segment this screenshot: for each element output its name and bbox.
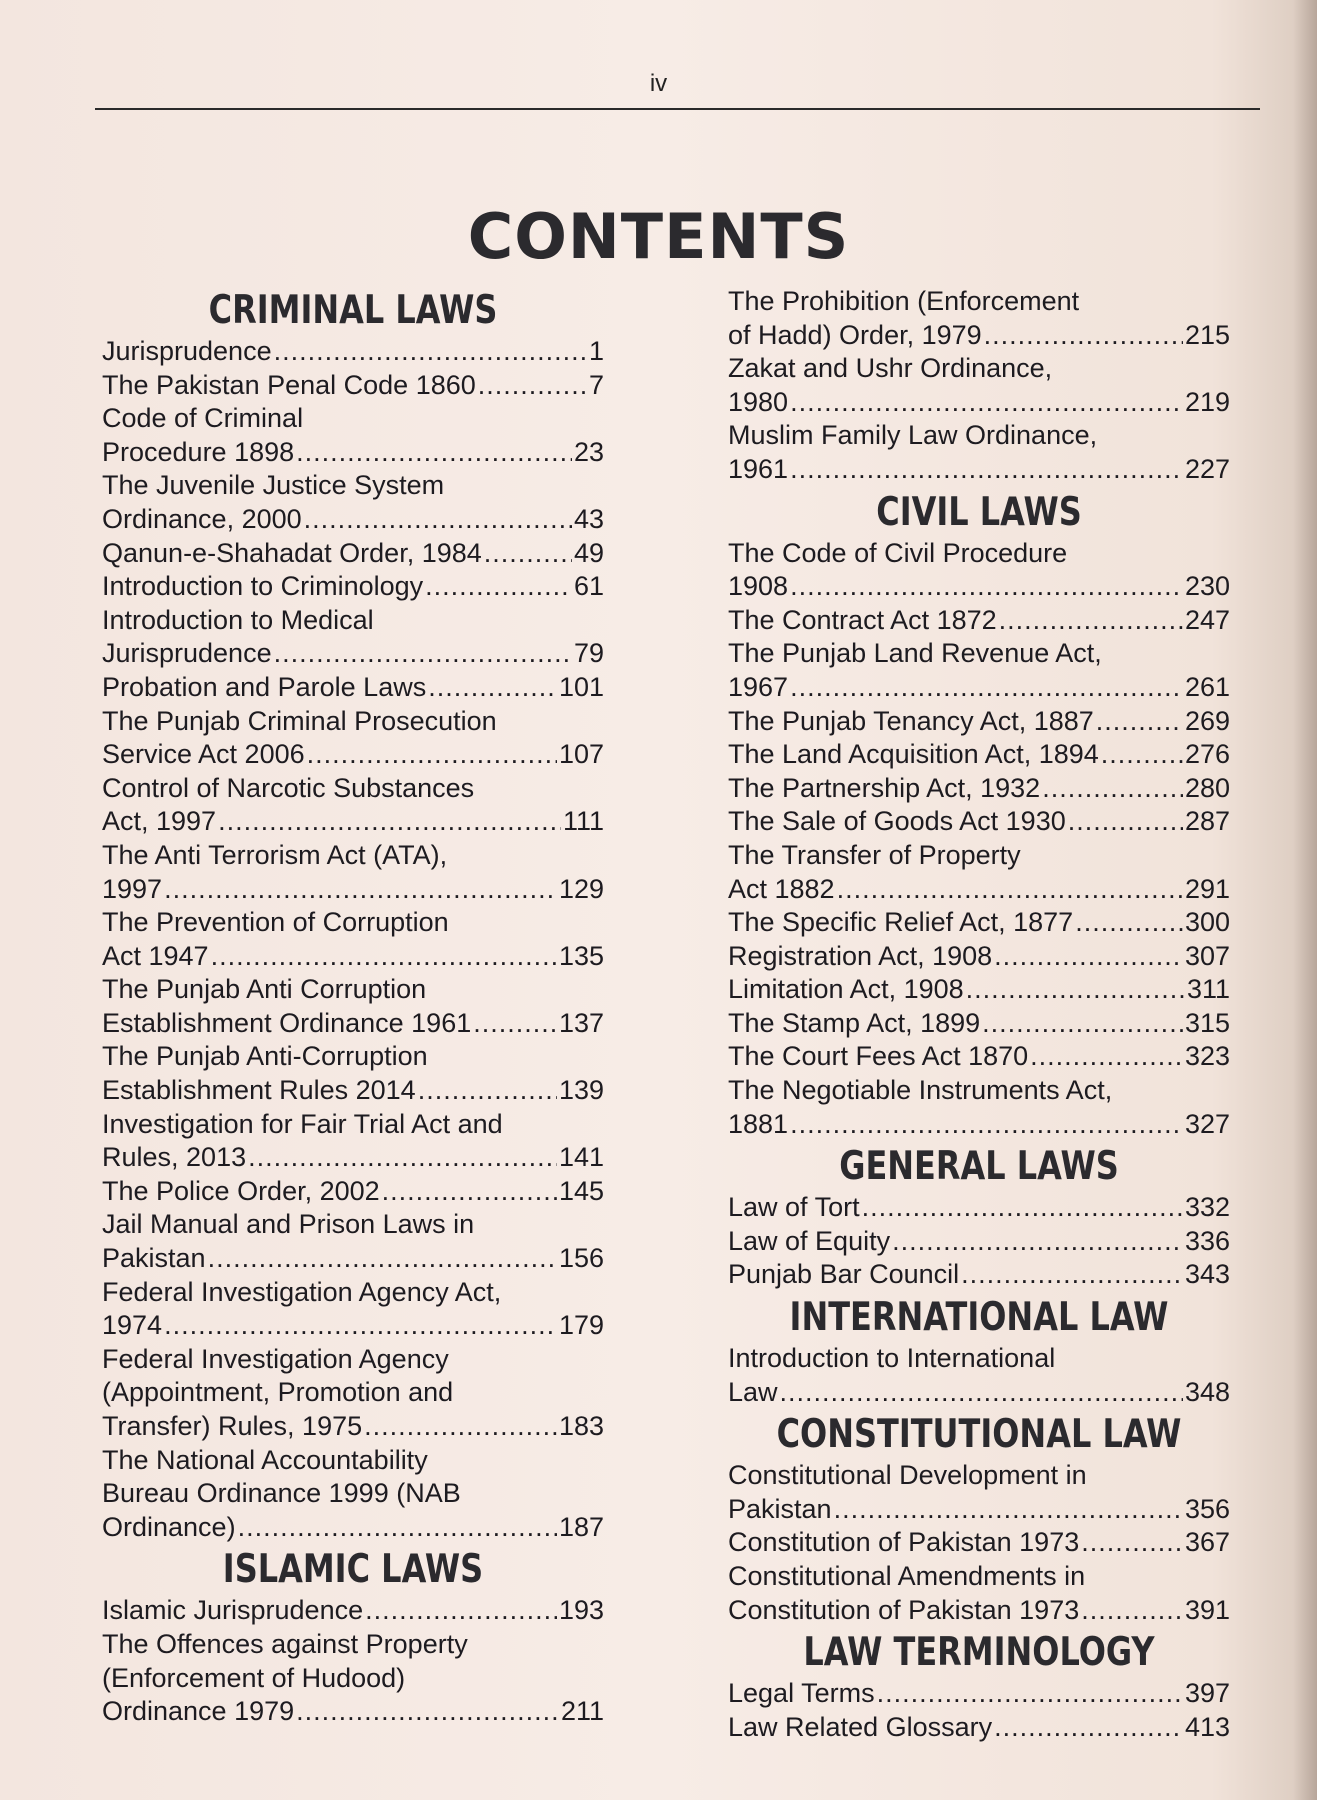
- dot-leader: [999, 604, 1183, 638]
- toc-entry-title-line: 1974: [102, 1310, 163, 1341]
- page-ref: 193: [558, 1595, 604, 1626]
- toc-entry: [102, 1276, 604, 1343]
- page-ref: 332: [1184, 1192, 1230, 1223]
- toc-entry-title-line: The Punjab Land Revenue Act,: [728, 638, 1102, 669]
- toc-entry-title-line: Zakat and Ushr Ordinance,: [728, 353, 1053, 384]
- toc-entry: [728, 285, 1230, 352]
- toc-entry-title-line: Act 1882: [728, 873, 835, 904]
- dot-leader: [1068, 805, 1183, 839]
- toc-entry-last-line: [102, 738, 604, 772]
- dot-leader: [478, 369, 587, 403]
- page-ref: 276: [1184, 739, 1230, 770]
- toc-entry: [728, 1342, 1230, 1409]
- page-ref: 145: [558, 1175, 604, 1206]
- dot-leader: [1101, 738, 1183, 772]
- page-ref: 23: [573, 436, 604, 467]
- page-ref: 49: [573, 537, 604, 568]
- page-ref: 141: [558, 1142, 604, 1173]
- toc-entry-title-line: The Juvenile Justice System: [102, 470, 445, 501]
- page-ref: 101: [558, 671, 604, 702]
- toc-entry-title-line: 1881: [728, 1108, 789, 1139]
- toc-entry-last-line: [728, 805, 1230, 839]
- toc-entry-title-line: The Stamp Act, 1899: [728, 1007, 981, 1038]
- toc-entry: [728, 419, 1230, 486]
- toc-entry: [102, 839, 604, 906]
- page-ref: 79: [573, 638, 604, 669]
- toc-entry-title-line: Ordinance): [102, 1511, 236, 1542]
- page-ref: 315: [1184, 1007, 1230, 1038]
- dot-leader: [892, 1225, 1183, 1259]
- toc-entry-title-line: The Punjab Criminal Prosecution: [102, 705, 497, 736]
- dot-leader: [164, 873, 557, 907]
- page-ref: 397: [1184, 1678, 1230, 1709]
- dot-leader: [382, 1175, 557, 1209]
- page-ref: 219: [1184, 386, 1230, 417]
- toc-entry: [102, 604, 604, 671]
- toc-entry-title-line: The Transfer of Property: [728, 839, 1021, 870]
- toc-entry-title-line: The Code of Civil Procedure: [728, 537, 1068, 568]
- toc-entry-title-line: Jurisprudence: [102, 336, 272, 366]
- contents-right-column: [728, 285, 1230, 1744]
- page-ref: 1: [588, 336, 604, 366]
- toc-entry-last-line: [102, 1695, 604, 1729]
- toc-entry-last-line: [728, 671, 1230, 705]
- toc-entry: [102, 537, 604, 571]
- toc-entry: [728, 738, 1230, 772]
- page-ref: 187: [558, 1511, 604, 1542]
- toc-entry: [102, 469, 604, 536]
- toc-entry-title-line: Registration Act, 1908: [728, 940, 993, 971]
- toc-entry-last-line: [728, 738, 1230, 772]
- dot-leader: [473, 1007, 557, 1041]
- page-ref: 129: [558, 873, 604, 904]
- page-ref: 391: [1184, 1594, 1230, 1625]
- page-ref: 61: [573, 571, 604, 602]
- toc-entry-title-line: Introduction to Criminology: [102, 571, 424, 602]
- toc-entry: [102, 1175, 604, 1209]
- toc-entry-title-line: Law of Equity: [728, 1225, 891, 1256]
- toc-entry-last-line: [102, 1594, 604, 1628]
- toc-entry: [102, 1108, 604, 1175]
- toc-entry-last-line: [728, 453, 1230, 487]
- page-ref: 287: [1184, 806, 1230, 837]
- toc-entry-last-line: [102, 1511, 604, 1545]
- toc-entry-title-line: The Punjab Tenancy Act, 1887: [728, 705, 1094, 736]
- toc-entry: [728, 1040, 1230, 1074]
- toc-entry-last-line: [102, 873, 604, 907]
- dot-leader: [365, 1594, 557, 1628]
- toc-entry: [102, 1208, 604, 1275]
- page-ref: 367: [1184, 1527, 1230, 1558]
- section-heading: GENERAL LAWS: [839, 1144, 1119, 1190]
- toc-entry: [728, 705, 1230, 739]
- page-ref: 323: [1184, 1041, 1230, 1072]
- page-ref: 7: [588, 369, 604, 400]
- dot-leader: [1096, 705, 1183, 739]
- dot-leader: [248, 1141, 557, 1175]
- toc-entry-last-line: [728, 1526, 1230, 1560]
- toc-entry: [102, 973, 604, 1040]
- dot-leader: [780, 1376, 1183, 1410]
- page-ref: 139: [558, 1075, 604, 1106]
- toc-entry-title-line: Federal Investigation Agency: [102, 1343, 449, 1374]
- toc-entry: [102, 570, 604, 604]
- toc-entry-last-line: [728, 319, 1230, 353]
- toc-entry: [102, 1040, 604, 1107]
- page-ref: 183: [558, 1411, 604, 1441]
- toc-entry-title-line: of Hadd) Order, 1979: [728, 319, 982, 350]
- toc-entry-last-line: [102, 1141, 604, 1175]
- toc-entry: [728, 805, 1230, 839]
- dot-leader: [274, 335, 587, 369]
- toc-entry: [728, 906, 1230, 940]
- toc-entry-title-line: Jurisprudence: [102, 638, 272, 669]
- toc-entry: [728, 772, 1230, 806]
- dot-leader: [1042, 772, 1183, 806]
- toc-entry: [728, 1225, 1230, 1259]
- toc-entry: [102, 369, 604, 403]
- dot-leader: [862, 1191, 1183, 1225]
- toc-entry: [102, 671, 604, 705]
- page-ref: 211: [560, 1696, 604, 1727]
- toc-entry: [728, 604, 1230, 638]
- dot-leader: [982, 1007, 1183, 1041]
- toc-entry-last-line: [728, 1594, 1230, 1628]
- toc-entry-title-line: Federal Investigation Agency Act,: [102, 1276, 502, 1307]
- page-ref: 227: [1184, 453, 1230, 484]
- toc-entry-title-line: 1908: [728, 571, 789, 602]
- dot-leader: [790, 1108, 1183, 1142]
- dot-leader: [164, 1309, 557, 1343]
- toc-entry-title-line: Establishment Ordinance 1961: [102, 1007, 472, 1038]
- toc-entry-title-line: The Court Fees Act 1870: [728, 1041, 1029, 1072]
- page-ref: 291: [1184, 873, 1230, 904]
- toc-entry-title-line: Code of Criminal: [102, 403, 304, 434]
- toc-entry: [728, 1526, 1230, 1560]
- dot-leader: [428, 671, 557, 705]
- toc-entry: [102, 1444, 604, 1545]
- toc-entry-title-line: Pakistan: [102, 1243, 206, 1274]
- toc-entry-last-line: [102, 503, 604, 537]
- toc-entry-title-line: Law: [728, 1376, 778, 1407]
- dot-leader: [790, 453, 1183, 487]
- page-ref: 135: [558, 940, 604, 971]
- toc-entry: [102, 1628, 604, 1729]
- toc-entry-last-line: [102, 1007, 604, 1041]
- contents-left-column: [102, 285, 604, 1729]
- dot-leader: [211, 940, 557, 974]
- toc-entry-last-line: [728, 1493, 1230, 1527]
- toc-entry-last-line: [728, 973, 1230, 1007]
- toc-entry: [102, 705, 604, 772]
- page-ref: 280: [1184, 772, 1230, 803]
- page-ref: 215: [1184, 319, 1230, 350]
- dot-leader: [1081, 1526, 1183, 1560]
- toc-entry: [728, 1007, 1230, 1041]
- toc-entry-title-line: The Land Acquisition Act, 1894: [728, 739, 1099, 770]
- dot-leader: [1081, 1594, 1183, 1628]
- dot-leader: [1030, 1040, 1183, 1074]
- toc-entry-last-line: [728, 604, 1230, 638]
- toc-entry-last-line: [102, 1309, 604, 1343]
- toc-entry-title-line: Qanun-e-Shahadat Order, 1984: [102, 537, 482, 568]
- toc-entry-last-line: [102, 1074, 604, 1108]
- toc-entry-last-line: [728, 1258, 1230, 1292]
- toc-entry-title-line: (Appointment, Promotion and: [102, 1377, 454, 1408]
- toc-entry-title-line: Establishment Rules 2014: [102, 1075, 416, 1106]
- toc-entry: [728, 1711, 1230, 1745]
- toc-entry-title-line: The Negotiable Instruments Act,: [728, 1075, 1113, 1106]
- toc-entry-last-line: [728, 906, 1230, 940]
- toc-entry-title-line: The National Accountability: [102, 1444, 428, 1475]
- toc-entry-last-line: [102, 805, 604, 839]
- page-ref: 269: [1184, 705, 1230, 736]
- toc-entry-title-line: 1961: [728, 453, 789, 484]
- page-ref: 413: [1184, 1711, 1230, 1742]
- toc-entry-title-line: The Pakistan Penal Code 1860: [102, 369, 476, 400]
- toc-entry-title-line: The Specific Relief Act, 1877: [728, 907, 1074, 938]
- toc-entry-title-line: Bureau Ordinance 1999 (NAB: [102, 1478, 461, 1509]
- toc-entry-title-line: 1967: [728, 671, 789, 702]
- toc-entry-title-line: Islamic Jurisprudence: [102, 1595, 364, 1626]
- toc-entry: [102, 402, 604, 469]
- page-ref: 156: [558, 1243, 604, 1274]
- toc-entry-title-line: The Contract Act 1872: [728, 604, 997, 635]
- toc-entry: [728, 1258, 1230, 1292]
- toc-entry-title-line: 1997: [102, 873, 163, 904]
- toc-entry-title-line: Legal Terms: [728, 1678, 875, 1709]
- toc-entry: [728, 1459, 1230, 1526]
- section-heading: CRIMINAL LAWS: [208, 288, 498, 333]
- toc-entry-title-line: Muslim Family Law Ordinance,: [728, 420, 1098, 451]
- page-ref: 261: [1184, 671, 1230, 702]
- toc-entry-title-line: Constitutional Amendments in: [728, 1561, 1086, 1591]
- dot-leader: [307, 738, 557, 772]
- page-ref: 311: [1186, 974, 1230, 1005]
- toc-entry: [102, 335, 604, 369]
- toc-entry-title-line: Introduction to International: [728, 1343, 1056, 1374]
- toc-entry-last-line: [728, 570, 1230, 604]
- header-rule: [95, 108, 1260, 110]
- toc-entry-title-line: Control of Narcotic Substances: [102, 772, 475, 803]
- toc-entry: [102, 906, 604, 973]
- toc-entry-last-line: [102, 637, 604, 671]
- toc-entry-title-line: The Sale of Goods Act 1930: [728, 806, 1066, 837]
- toc-entry-last-line: [728, 1677, 1230, 1711]
- toc-entry-title-line: Ordinance, 2000: [102, 503, 302, 534]
- toc-entry-title-line: Investigation for Fair Trial Act and: [102, 1108, 503, 1139]
- page-ref: 307: [1184, 940, 1230, 971]
- toc-entry-title-line: Act 1947: [102, 940, 209, 971]
- dot-leader: [296, 436, 572, 470]
- dot-leader: [238, 1511, 557, 1545]
- toc-entry-title-line: Constitutional Development in: [728, 1460, 1087, 1491]
- toc-entry-title-line: Service Act 2006: [102, 739, 305, 770]
- toc-entry-title-line: Punjab Bar Council: [728, 1259, 960, 1290]
- toc-entry-last-line: [102, 369, 604, 403]
- dot-leader: [296, 1695, 559, 1729]
- toc-entry-last-line: [102, 1242, 604, 1276]
- toc-entry-title-line: The Anti Terrorism Act (ATA),: [102, 839, 448, 870]
- toc-entry-title-line: The Partnership Act, 1932: [728, 772, 1041, 803]
- toc-entry-title-line: (Enforcement of Hudood): [102, 1662, 406, 1693]
- toc-entry-title-line: 1980: [728, 386, 789, 417]
- dot-leader: [961, 1258, 1183, 1292]
- toc-entry-title-line: The Punjab Anti Corruption: [102, 974, 427, 1005]
- toc-entry-title-line: Law Related Glossary: [728, 1711, 993, 1742]
- toc-entry-last-line: [728, 1191, 1230, 1225]
- toc-entry-title-line: The Prohibition (Enforcement: [728, 286, 1080, 316]
- toc-entry-last-line: [102, 436, 604, 470]
- dot-leader: [834, 1493, 1183, 1527]
- toc-entry: [102, 1594, 604, 1628]
- dot-leader: [966, 973, 1185, 1007]
- page-ref: 348: [1184, 1376, 1230, 1407]
- dot-leader: [418, 1074, 557, 1108]
- toc-entry-last-line: [102, 1175, 604, 1209]
- toc-entry-last-line: [728, 1007, 1230, 1041]
- toc-entry: [728, 839, 1230, 906]
- toc-entry-title-line: Law of Tort: [728, 1192, 860, 1223]
- page-ref: 179: [558, 1310, 604, 1341]
- toc-entry-last-line: [728, 772, 1230, 806]
- page-ref: 247: [1184, 604, 1230, 635]
- toc-entry: [102, 772, 604, 839]
- toc-entry: [728, 637, 1230, 704]
- toc-entry-title-line: Pakistan: [728, 1493, 832, 1524]
- page-ref: 356: [1184, 1493, 1230, 1524]
- dot-leader: [1075, 906, 1183, 940]
- toc-entry-last-line: [728, 1108, 1230, 1142]
- dot-leader: [790, 386, 1183, 420]
- dot-leader: [790, 671, 1183, 705]
- page-title: CONTENTS: [467, 200, 850, 273]
- toc-entry-last-line: [728, 386, 1230, 420]
- toc-entry-last-line: [728, 1225, 1230, 1259]
- toc-entry-title-line: The Police Order, 2002: [102, 1175, 380, 1206]
- toc-entry-last-line: [102, 335, 604, 369]
- dot-leader: [484, 537, 572, 571]
- toc-entry-last-line: [102, 671, 604, 705]
- toc-entry-title-line: The Punjab Anti-Corruption: [102, 1041, 428, 1072]
- page-ref: 111: [562, 806, 604, 837]
- page-ref: 300: [1184, 907, 1230, 938]
- page-number: iv: [649, 70, 668, 97]
- dot-leader: [364, 1410, 557, 1444]
- toc-entry-title-line: Procedure 1898: [102, 436, 295, 467]
- dot-leader: [837, 873, 1183, 907]
- toc-entry: [728, 537, 1230, 604]
- section-heading: INTERNATIONAL LAW: [789, 1295, 1169, 1341]
- toc-entry-title-line: Rules, 2013: [102, 1142, 247, 1173]
- toc-entry: [728, 1074, 1230, 1141]
- toc-entry: [728, 1677, 1230, 1711]
- page-ref: 327: [1184, 1108, 1230, 1139]
- toc-entry-last-line: [728, 1376, 1230, 1410]
- section-heading: CONSTITUTIONAL LAW: [776, 1412, 1182, 1458]
- toc-entry-title-line: Probation and Parole Laws: [102, 671, 427, 702]
- toc-entry-title-line: Limitation Act, 1908: [728, 974, 964, 1005]
- dot-leader: [304, 503, 572, 537]
- toc-entry: [728, 973, 1230, 1007]
- dot-leader: [877, 1677, 1183, 1711]
- section-heading: CIVIL LAWS: [876, 489, 1082, 535]
- toc-entry-last-line: [728, 705, 1230, 739]
- section-heading: ISLAMIC LAWS: [222, 1547, 484, 1593]
- section-heading: LAW TERMINOLOGY: [803, 1630, 1155, 1676]
- dot-leader: [425, 570, 572, 604]
- toc-entry-last-line: [102, 940, 604, 974]
- toc-entry-title-line: Introduction to Medical: [102, 604, 374, 635]
- toc-entry-last-line: [728, 1040, 1230, 1074]
- toc-entry-title-line: The Offences against Property: [102, 1628, 468, 1659]
- toc-entry-title-line: Jail Manual and Prison Laws in: [102, 1209, 475, 1240]
- page-ref: 43: [573, 503, 604, 534]
- toc-entry-title-line: Constitution of Pakistan 1973: [728, 1527, 1080, 1558]
- dot-leader: [274, 637, 572, 671]
- toc-entry-last-line: [102, 537, 604, 571]
- toc-entry-title-line: Constitution of Pakistan 1973: [728, 1594, 1080, 1625]
- toc-entry-title-line: Act, 1997: [102, 806, 217, 837]
- dot-leader: [994, 1711, 1183, 1745]
- toc-entry: [728, 1560, 1230, 1627]
- toc-entry-last-line: [102, 570, 604, 604]
- page-ref: 107: [558, 739, 604, 770]
- toc-entry: [102, 1343, 604, 1444]
- dot-leader: [208, 1242, 557, 1276]
- toc-entry: [728, 1191, 1230, 1225]
- toc-entry-last-line: [102, 1410, 604, 1444]
- dot-leader: [984, 319, 1183, 353]
- page-ref: 343: [1184, 1259, 1230, 1290]
- page-ref: 230: [1184, 571, 1230, 602]
- toc-entry-last-line: [728, 940, 1230, 974]
- toc-entry: [728, 940, 1230, 974]
- toc-entry-title-line: The Prevention of Corruption: [102, 907, 449, 938]
- dot-leader: [994, 940, 1183, 974]
- toc-entry: [728, 352, 1230, 419]
- dot-leader: [790, 570, 1183, 604]
- page-ref: 137: [558, 1007, 604, 1038]
- toc-entry-title-line: Transfer) Rules, 1975: [102, 1411, 363, 1441]
- toc-entry-last-line: [728, 1711, 1230, 1745]
- page-ref: 336: [1184, 1225, 1230, 1256]
- toc-entry-title-line: Ordinance 1979: [102, 1696, 295, 1727]
- dot-leader: [218, 805, 561, 839]
- toc-entry-last-line: [728, 873, 1230, 907]
